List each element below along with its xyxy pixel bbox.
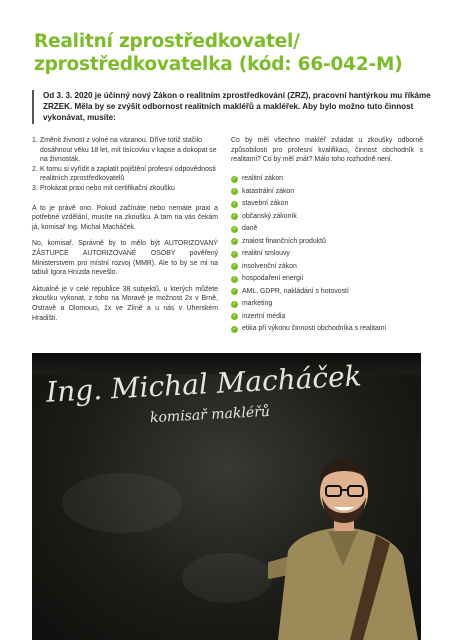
body-paragraph: Co by měl všechno makléř zvládat u zkoušky odborně způsobilosti pro profesní kvalifikaci, činnost obchodník s realitami? Co by měl znát? Málo toho rozhodně není. — [231, 137, 423, 164]
chalk-smudge — [182, 553, 272, 603]
left-column — [32, 136, 218, 330]
chalk-subline: komisař makléřů — [149, 403, 271, 427]
check-circle-icon: ✓ — [232, 200, 237, 207]
list-item: ✓ marketing — [232, 300, 273, 308]
list-item: ✓ občanský zákoník — [232, 212, 297, 220]
list-item: 1. Změnit živnost z volné na vázanou. Dříve totiž stačilo dosáhnout věku 18 let, mít tisícovku v kapse a dokopat se na živnosták. — [32, 137, 217, 164]
list-item: ✓ katastrální zákon — [232, 187, 295, 195]
chalk-smudge — [62, 473, 182, 533]
list-item: 3. Prokázat praxi nebo mít certifikační zkoušku — [32, 184, 175, 192]
check-circle-icon: ✓ — [232, 275, 237, 282]
list-item: ✓ AML, GDPR, nakládání s hotovostí — [232, 287, 349, 295]
check-circle-icon: ✓ — [232, 300, 237, 307]
check-circle-icon: ✓ — [232, 288, 237, 295]
list-item: ✓ znalost finančních produktů — [232, 237, 326, 245]
check-circle-icon: ✓ — [232, 238, 237, 245]
body-paragraph: A to je právě ono. Pokud začínáte nebo nemáte praxi a potřebné vzdělání, musíte na zkoušku. A tam na vás čekám já, komisař Ing. Michal Macháček. — [32, 204, 218, 231]
requirements-list — [32, 136, 218, 194]
check-circle-icon: ✓ — [232, 175, 237, 182]
exam-topics-list — [231, 173, 423, 336]
chalk-headline: Ing. Michal Macháček — [45, 359, 363, 409]
list-item: ✓ realitní zákon — [232, 175, 283, 183]
right-column — [231, 136, 423, 335]
article-title: Realitní zprostředkovatel/ zprostředkovatelka (kód: 66-042-M) — [34, 31, 403, 75]
check-circle-icon: ✓ — [232, 325, 237, 332]
check-circle-icon: ✓ — [232, 263, 237, 270]
list-item: ✓ insolvenční zákon — [232, 262, 297, 270]
person-illustration — [268, 431, 418, 640]
list-item: ✓ hospodaření energií — [232, 275, 304, 283]
body-paragraph: Aktuálně je v celé republice 38 subjektů, u kterých můžete zkoušku vykonat, z toho na Moravě je možnost 2x v Brně, Ostravě a Olomouci, 1x ve Zlíně a u nás v Uherském Hradišti. — [32, 285, 218, 322]
check-circle-icon: ✓ — [232, 225, 237, 232]
body-paragraph: No, komisař. Správně by to mělo být AUTORIZOVANÝ ZÁSTUPCE AUTORIZOVANÉ OSOBY pověřený Ministerstvem pro místní rozvoj (MMR). Ale to by se mi na tabuli Igora Hnízda nevešlo. — [32, 240, 218, 277]
check-circle-icon: ✓ — [232, 250, 237, 257]
check-circle-icon: ✓ — [232, 313, 237, 320]
list-item: ✓ daně — [232, 225, 258, 233]
check-circle-icon: ✓ — [232, 188, 237, 195]
check-circle-icon: ✓ — [232, 213, 237, 220]
list-item: ✓ inzertní média — [232, 312, 286, 320]
list-item: ✓ realitní smlouvy — [232, 250, 290, 258]
list-item: ✓ etika při výkonu činnosti obchodníka s realitami — [232, 325, 387, 333]
list-item: ✓ stavební zákon — [232, 200, 289, 208]
intro-paragraph: Od 3. 3. 2020 je účinný nový Zákon o realitním zprostředkování (ZRZ), pracovní hantýrkou mu říkáme ZRZEK. Měla by se zvýšit odbornost realitních makléřů a makléřek. Aby bylo možno tuto činnost vykonávat, musíte: — [32, 90, 438, 124]
chalkboard-photo — [32, 353, 421, 640]
list-item: 2. K tomu si vyřídit a zaplatit pojištění profesní odpovědnosti realitních zprostředkovatelů — [32, 165, 216, 183]
